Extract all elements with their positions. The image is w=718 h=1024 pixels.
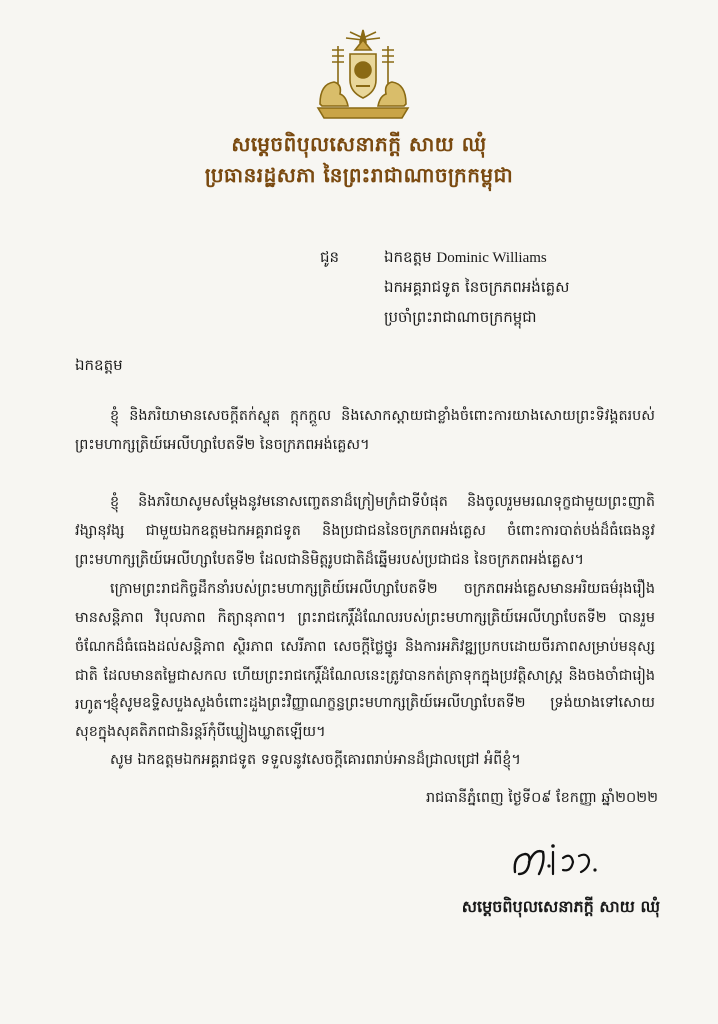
paragraph: [75, 689, 655, 747]
sender-name: សម្តេចពិបុលសេនាភក្តី សាយ ឈុំ: [231, 132, 487, 156]
recipient-title: ឯកអគ្គរាជទូត នៃចក្រភពអង់គ្លេស: [384, 278, 570, 296]
date-line: រាជធានីភ្នំពេញ ថ្ងៃទី០៩ ខែកញ្ញា ឆ្នាំ២០២២: [426, 790, 658, 806]
sender-position: ប្រធានរដ្ឋសភា នៃព្រះរាជាណាចក្រកម្ពុជា: [204, 163, 514, 187]
recipient-location: ប្រចាំព្រះរាជាណាចក្រកម្ពុជា: [384, 308, 537, 326]
paragraph-text: ក្រោមព្រះរាជកិច្ចដឹកនាំរបស់ព្រះមហាក្សត្រិយ៍អេលីហ្សាបែតទី២ ចក្រភពអង់គ្លេសមានអរិយធម៌រុងរឿងមានសន្តិភាព វិបុលភាព កិត្យានុភាព។ ព្រះរាជកេរ្តិ៍ដំណែលរបស់ព្រះមហាក្សត្រិយ៍អេលីហ្សាបែតទី២ បានរួមចំណែកដ៏ធំធេងដល់សន្តិភាព ស្ថិរភាព សេរីភាព សេចក្តីថ្លៃថ្នូរ និងការអភិវឌ្ឍប្រកបដោយចីរភាពសម្រាប់មនុស្សជាតិ ដែលមានតម្លៃជាសកល ហើយព្រះរាជកេរ្តិ៍ដំណែលនេះត្រូវបានកត់ត្រាទុកក្នុងប្រវត្តិសាស្ត្រ និងចងចាំជារៀងរហូត។: [75, 581, 655, 713]
paragraph: [75, 402, 655, 460]
paragraph-text: ខ្ញុំ និងភរិយាសូមសម្តែងនូវមនោសញ្ចេតនាដ៏ក្រៀមក្រំជាទីបំផុត និងចូលរួមមរណទុក្ខជាមួយព្រះញាតិវង្សានុវង្ស ជាមួយឯកឧត្តមឯកអគ្គរាជទូត និងប្រជាជននៃចក្រភពអង់គ្លេស ចំពោះការបាត់បង់ដ៏ធំធេងនូវព្រះមហាក្សត្រិយ៍អេលីហ្សាបែតទី២ ដែលជានិមិត្តរូបជាតិដ៏ឆ្នើមរបស់ប្រជាជន នៃចក្រភពអង់គ្លេស។: [75, 494, 655, 568]
salutation: ឯកឧត្តម: [75, 356, 123, 374]
to-label: ជូន: [320, 248, 340, 266]
handwritten-signature: [505, 838, 605, 888]
signer-name: សម្តេចពិបុលសេនាភក្តី សាយ ឈុំ: [461, 897, 660, 916]
paragraph-text: ខ្ញុំ និងភរិយាមានសេចក្តីតក់ស្លុត ក្តុកក្តួល និងសោកស្តាយជាខ្លាំងចំពោះការយាងសោយព្រះទិវង្គតរបស់ព្រះមហាក្សត្រិយ៍អេលីហ្សាបែតទី២ នៃចក្រភពអង់គ្លេស។: [75, 408, 655, 453]
recipient-honorific: ឯកឧត្តម: [384, 248, 432, 266]
paragraph: [75, 488, 655, 575]
royal-arms-emblem-icon: [310, 28, 416, 124]
paragraph-text: ខ្ញុំសូមឧទ្ទិសបួងសួងចំពោះដួងព្រះវិញ្ញាណក្ខន្ធព្រះមហាក្សត្រិយ៍អេលីហ្សាបែតទី២ ទ្រង់យាងទៅសោយសុខក្នុងសុគតិភពជានិរន្តរ៍កុំបីឃ្លៀងឃ្លាតឡើយ។: [75, 695, 655, 740]
closing-line: សូម ឯកឧត្តមឯកអគ្គរាជទូត ទទួលនូវសេចក្តីគោរពរាប់អានដ៏ជ្រាលជ្រៅ អំពីខ្ញុំ។: [110, 752, 521, 768]
recipient-name-line: [384, 242, 569, 272]
recipient-name: Dominic Williams: [436, 250, 547, 266]
